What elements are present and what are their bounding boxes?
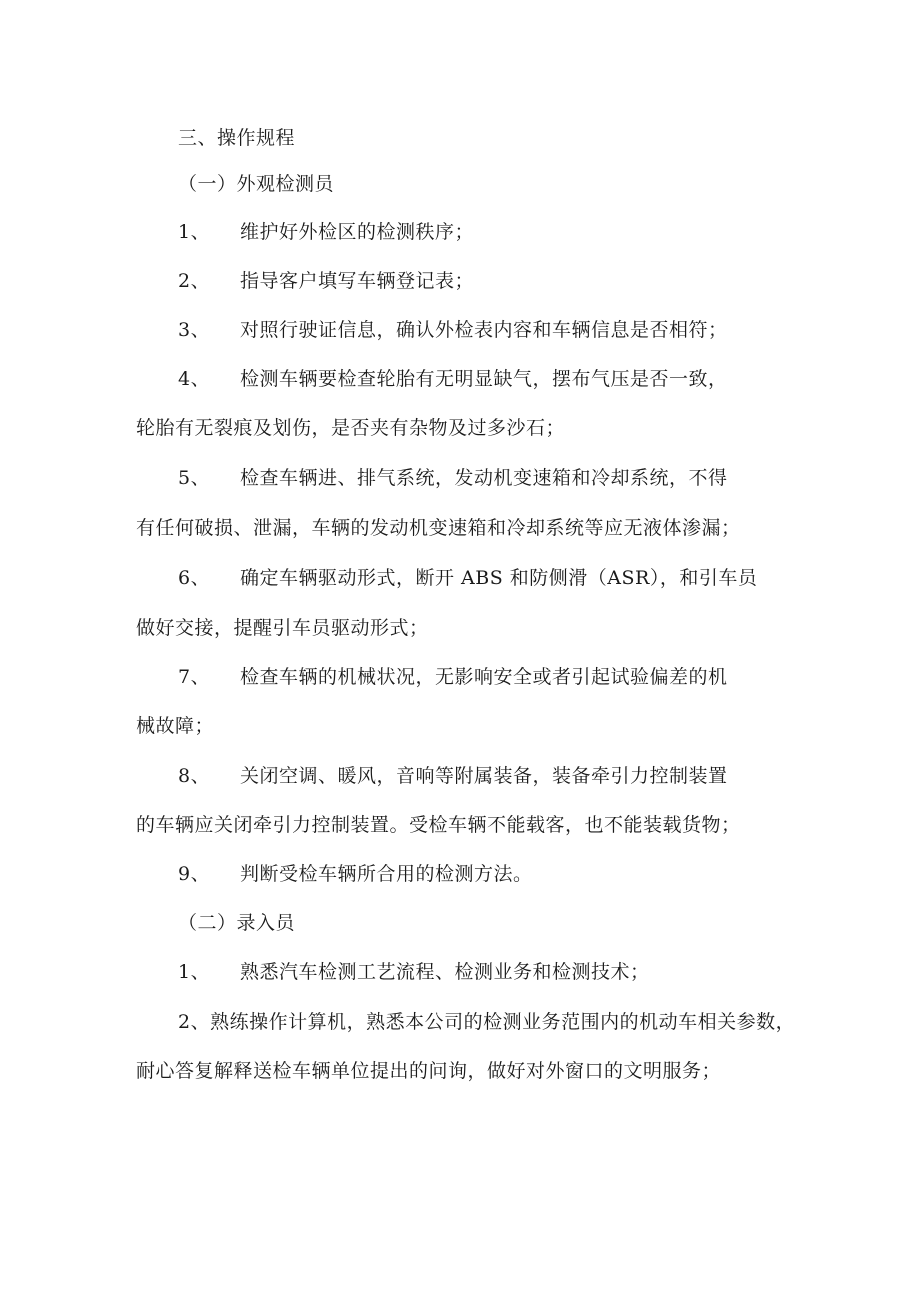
list-item: 2、熟练操作计算机，熟悉本公司的检测业务范围内的机动车相关参数， — [178, 1011, 796, 1033]
subsection-title-inspector: （一）外观检测员 — [178, 173, 335, 195]
list-item — [178, 269, 474, 293]
list-item-continuation: 做好交接，提醒引车员驱动形式； — [136, 617, 429, 639]
item-text: 指导客户填写车辆登记表； — [240, 270, 475, 292]
item-text: 检查车辆的机械状况，无影响安全或者引起试验偏差的机 — [240, 666, 728, 688]
list-item — [178, 862, 533, 886]
item-number: 1、 — [178, 221, 211, 243]
item-text: 关闭空调、暖风，音响等附属装备，装备牵引力控制装置 — [240, 765, 728, 787]
subsection-title-entry-clerk: （二）录入员 — [178, 912, 296, 934]
item-number: 4、 — [178, 368, 211, 390]
item-text: 维护好外检区的检测秩序； — [240, 221, 475, 243]
item-number: 8、 — [178, 765, 211, 787]
list-item-continuation: 轮胎有无裂痕及划伤，是否夹有杂物及过多沙石； — [136, 417, 566, 439]
item-number: 2、 — [178, 270, 211, 292]
list-item-continuation: 械故障； — [136, 715, 215, 737]
item-number: 3、 — [178, 319, 211, 341]
item-number: 7、 — [178, 666, 211, 688]
item-text: 检测车辆要检查轮胎有无明显缺气，摆布气压是否一致， — [240, 368, 728, 390]
item-text: 熟悉汽车检测工艺流程、检测业务和检测技术； — [240, 961, 650, 983]
item-number: 5、 — [178, 467, 211, 489]
list-item — [178, 367, 728, 391]
list-item — [178, 665, 728, 689]
item-text: 对照行驶证信息，确认外检表内容和车辆信息是否相符； — [240, 319, 728, 341]
list-item — [178, 566, 757, 590]
list-item-continuation: 有任何破损、泄漏，车辆的发动机变速箱和冷却系统等应无液体渗漏； — [136, 517, 741, 539]
section-title: 三、操作规程 — [178, 127, 296, 149]
list-item-continuation: 的车辆应关闭牵引力控制装置。受检车辆不能载客，也不能装载货物； — [136, 814, 741, 836]
list-item — [178, 764, 728, 788]
item-number: 6、 — [178, 567, 211, 589]
item-number: 9、 — [178, 863, 211, 885]
item-number: 1、 — [178, 961, 211, 983]
item-text: 判断受检车辆所合用的检测方法。 — [240, 863, 533, 885]
list-item — [178, 220, 474, 244]
list-item — [178, 318, 728, 342]
list-item — [178, 960, 650, 984]
list-item-continuation: 耐心答复解释送检车辆单位提出的问询，做好对外窗口的文明服务； — [136, 1060, 722, 1082]
item-text: 确定车辆驱动形式，断开 ABS 和防侧滑（ASR），和引车员 — [240, 567, 758, 589]
item-text: 检查车辆进、排气系统，发动机变速箱和冷却系统，不得 — [240, 467, 728, 489]
list-item — [178, 466, 728, 490]
